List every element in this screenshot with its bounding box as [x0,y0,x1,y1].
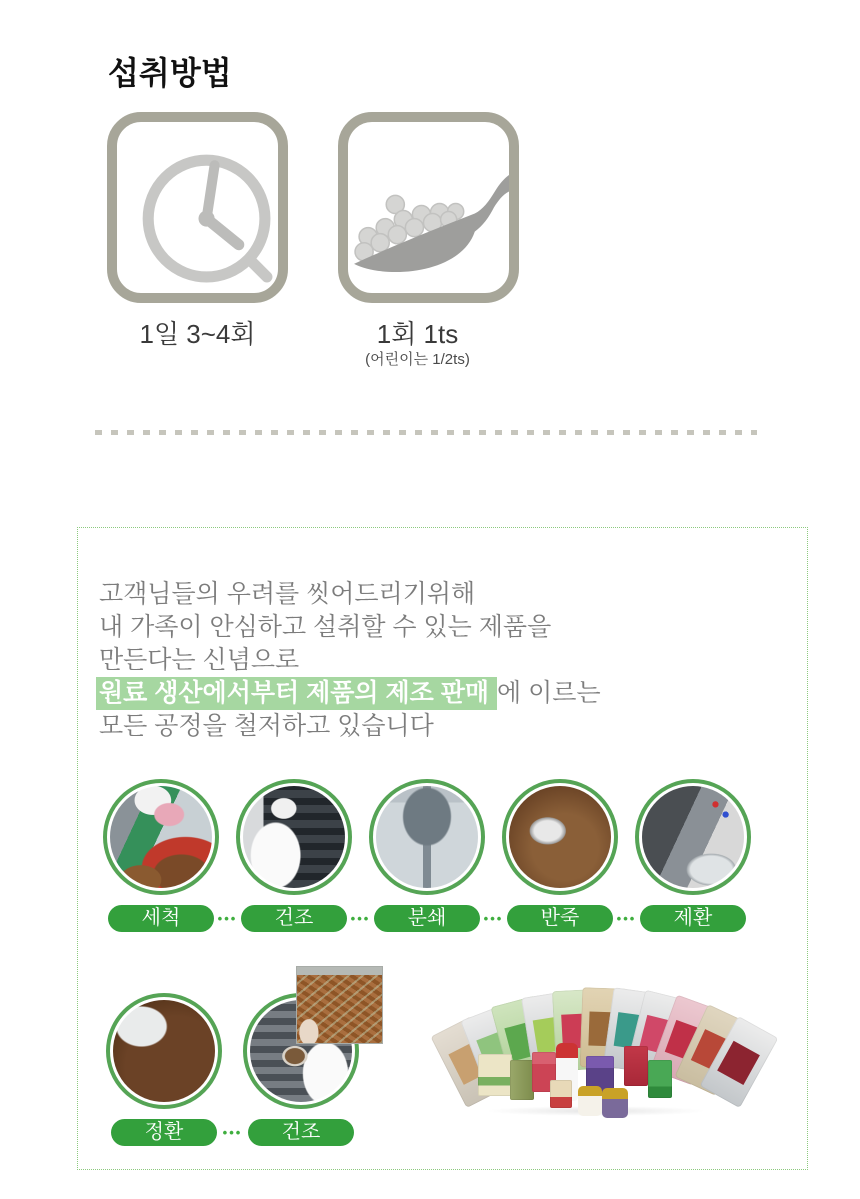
box-shape [624,1046,648,1086]
intro-line-2: 내 가족이 안심하고 설취할 수 있는 제품을 [99,613,552,641]
highlight-suffix: 에 이르는 [497,679,601,707]
process-step-rounding [106,993,222,1146]
pillforming-label-pill: 제환 [640,905,746,932]
intro-line-4 [99,677,601,710]
intro-line-1: 고객님들의 우려를 씻어드리기위해 [99,580,476,608]
grinding-photo [376,786,478,888]
intro-paragraph [99,578,601,743]
pillforming-photo [642,786,744,888]
process-dots: ••• [483,911,504,926]
spoon-pills-icon [348,122,509,293]
process-dots: ••• [222,1125,243,1140]
process-dots: ••• [616,911,637,926]
rounding-photo [113,1000,215,1102]
drying-label-pill: 건조 [241,905,347,932]
box-shape [510,1060,534,1100]
grinding-label-pill: 분쇄 [374,905,480,932]
kneading-photo-ring [502,779,618,895]
jar-shape [578,1086,602,1116]
drying-tray-inset-photo [296,966,383,1044]
frequency-caption: 1일 3~4회 [139,319,256,349]
process-box [77,527,808,1170]
intro-line-5: 모든 공정을 철저하고 있습니다 [99,712,434,740]
section-heading: 섭취방법 [108,55,232,91]
clock-icon [117,122,278,293]
process-step-kneading [502,779,618,932]
box-shape [478,1054,512,1096]
box-shape [648,1060,672,1098]
box-shape [550,1080,572,1108]
dose-note: (어린이는 1/2ts) [365,351,470,368]
spoon-card [338,112,519,303]
products-photo [446,988,766,1118]
dose-caption: 1회 1ts [376,319,459,349]
kneading-label-pill: 반죽 [507,905,613,932]
rounding-photo-ring [106,993,222,1109]
process-dots: ••• [350,911,371,926]
dashed-divider [95,430,757,435]
rounding-label-pill: 정환 [111,1119,217,1146]
grinding-photo-ring [369,779,485,895]
washing-label-pill: 세척 [108,905,214,932]
drying-photo [243,786,345,888]
process-step-pillforming [635,779,751,932]
process-step-grinding [369,779,485,932]
process-row-1 [103,779,751,932]
washing-photo-ring [103,779,219,895]
washing-photo [110,786,212,888]
drying-photo-ring [236,779,352,895]
kneading-photo [509,786,611,888]
process-step-drying [236,779,352,932]
process-step-washing [103,779,219,932]
highlight-text: 원료 생산에서부터 제품의 제조 판매 [96,677,497,710]
drying2-label-pill: 건조 [248,1119,354,1146]
jar-shape [602,1088,628,1118]
pillforming-photo-ring [635,779,751,895]
clock-card [107,112,288,303]
process-dots: ••• [217,911,238,926]
intro-line-3: 만든다는 신념으로 [99,646,300,674]
